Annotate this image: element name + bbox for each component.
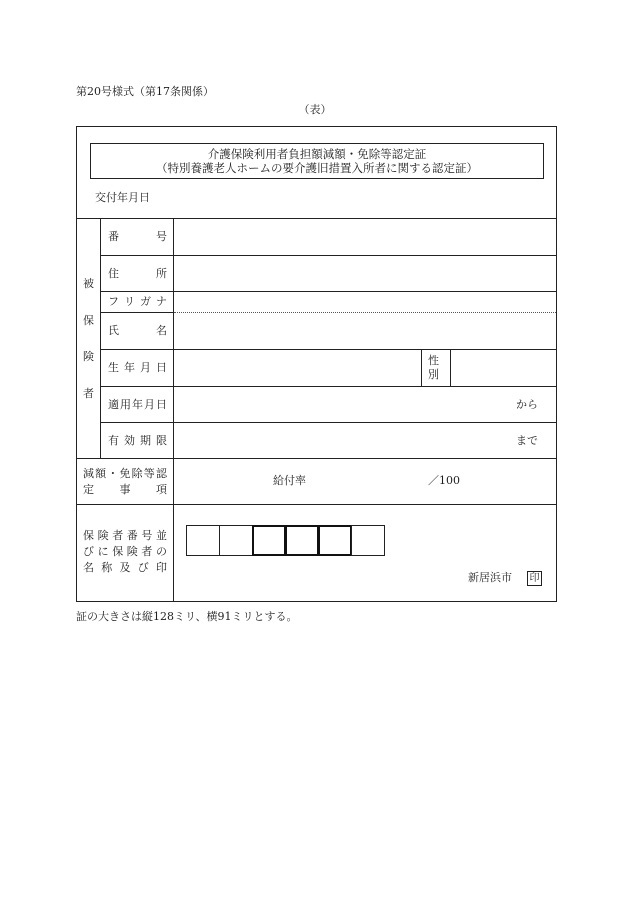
seal-mark: 印 xyxy=(527,571,542,586)
reduction-section xyxy=(77,458,556,504)
label-char: ・ xyxy=(107,466,119,480)
label-char: 者 xyxy=(112,529,124,542)
label-char: フ xyxy=(108,295,119,308)
label-char: 減 xyxy=(83,466,94,480)
name-label xyxy=(108,324,167,338)
number-label xyxy=(108,230,167,244)
insurer-number-box xyxy=(351,525,385,556)
label-char: 除 xyxy=(131,466,143,480)
insured-section-label xyxy=(83,277,94,401)
name-value xyxy=(174,312,556,349)
label-char: 適 xyxy=(108,397,119,411)
applied-date-suffix: から xyxy=(516,397,538,411)
label-char: 日 xyxy=(156,397,167,411)
address-value xyxy=(174,256,556,291)
label-char: 所 xyxy=(156,266,167,280)
applied-date-label-cell xyxy=(101,387,174,422)
label-char: 氏 xyxy=(108,324,119,337)
number-value xyxy=(174,219,556,255)
label-char: 認 xyxy=(155,466,167,480)
label-char: 用 xyxy=(120,397,131,411)
valid-period-label-cell xyxy=(101,423,174,459)
reduction-label-line xyxy=(83,482,167,498)
label-char: 称 xyxy=(101,561,113,574)
label-char: 被 xyxy=(83,277,94,290)
insured-column xyxy=(77,219,101,459)
benefit-rate-denominator: ／100 xyxy=(428,474,460,487)
insurer-label-line xyxy=(83,544,167,560)
certificate-frame xyxy=(76,126,557,602)
label-char: 期 xyxy=(140,434,151,447)
applied-date-label xyxy=(108,398,167,412)
issue-date-label: 交付年月日 xyxy=(95,191,150,204)
label-char: 年 xyxy=(124,361,135,374)
label-char: ガ xyxy=(140,295,151,308)
label-char: 免 xyxy=(119,466,131,480)
insurer-section xyxy=(77,504,556,601)
form-number: 第20号様式（第17条関係） xyxy=(76,85,214,98)
label-char: ナ xyxy=(156,295,167,308)
row-name xyxy=(101,312,556,349)
sex-label xyxy=(422,354,450,380)
label-char: 住 xyxy=(108,266,119,280)
label-char: 定 xyxy=(83,482,94,496)
valid-period-value xyxy=(174,423,556,459)
label-char: 険 xyxy=(97,529,109,542)
size-note: 証の大きさは縦128ミリ、横91ミリとする。 xyxy=(76,610,298,623)
label-char: 項 xyxy=(156,482,167,496)
insurer-number-box xyxy=(186,525,220,556)
label-char: 効 xyxy=(124,434,135,447)
label-char: 名 xyxy=(83,561,94,574)
label-char: の xyxy=(155,545,167,558)
insurer-number-box xyxy=(252,525,286,556)
reduction-label-cell xyxy=(77,459,174,504)
label-char: 号 xyxy=(156,230,167,243)
label-char: 生 xyxy=(108,361,119,374)
label-char: 者 xyxy=(141,545,153,558)
label-char: 月 xyxy=(140,361,151,374)
label-char: び xyxy=(137,561,149,574)
row-furigana xyxy=(101,291,556,312)
insurer-number-box xyxy=(219,525,253,556)
row-address xyxy=(101,255,556,291)
birth-date-value xyxy=(174,350,556,386)
label-char: 番 xyxy=(108,230,119,243)
number-label-cell xyxy=(101,219,174,255)
label-char: 番 xyxy=(126,529,138,542)
label-char: 険 xyxy=(126,545,138,558)
address-label xyxy=(108,267,167,281)
label-char: 者 xyxy=(83,386,94,400)
insurer-number-box xyxy=(318,525,352,556)
label-char: び xyxy=(83,545,94,558)
label-char: 名 xyxy=(156,324,167,337)
label-char: 等 xyxy=(143,466,155,480)
label-char: 月 xyxy=(144,397,155,411)
certificate-subtitle: （特別養護老人ホームの要介護旧措置入所者に関する認定証） xyxy=(156,161,478,175)
label-char: 及 xyxy=(119,561,131,574)
label-char: 有 xyxy=(108,434,119,447)
insurer-number-box xyxy=(285,525,319,556)
label-char: に xyxy=(97,545,109,558)
label-char: 号 xyxy=(141,529,153,542)
label-char: 並 xyxy=(155,529,167,542)
insurer-label-line xyxy=(83,560,167,576)
label-char: 日 xyxy=(156,361,167,374)
row-valid-period xyxy=(101,422,556,459)
label-char: 保 xyxy=(83,313,94,327)
applied-date-value xyxy=(174,387,556,422)
label-char: 額 xyxy=(95,466,107,480)
address-label-cell xyxy=(101,256,174,291)
furigana-value xyxy=(174,292,556,312)
reduction-label-line xyxy=(83,466,167,482)
insurer-label-line xyxy=(83,528,167,544)
label-char: 険 xyxy=(83,350,94,364)
furigana-label xyxy=(108,295,167,309)
row-applied-date xyxy=(101,386,556,422)
label-char: 事 xyxy=(119,482,131,496)
birth-date-label-cell xyxy=(101,350,174,386)
label-char: リ xyxy=(124,295,135,308)
insurer-name: 新居浜市 xyxy=(468,571,512,584)
benefit-rate-label: 給付率 xyxy=(273,474,306,487)
label-char: 別 xyxy=(428,368,439,381)
label-char: 年 xyxy=(132,397,143,411)
birth-date-label xyxy=(108,361,167,375)
sex-label-cell xyxy=(421,350,451,386)
insured-section xyxy=(77,218,556,459)
row-number xyxy=(101,219,556,255)
name-label-cell xyxy=(101,312,174,349)
label-char: 印 xyxy=(156,561,167,574)
label-char: 保 xyxy=(112,545,124,558)
insurer-label-cell xyxy=(77,505,174,601)
label-char: 性 xyxy=(428,354,439,367)
valid-period-suffix: まで xyxy=(516,434,538,447)
row-birth-date xyxy=(101,349,556,386)
side-label: （表） xyxy=(298,103,332,116)
furigana-label-cell xyxy=(101,292,174,312)
certificate-title: 介護保険利用者負担額減額・免除等認定証 xyxy=(207,147,427,161)
label-char: 保 xyxy=(83,529,94,542)
valid-period-label xyxy=(108,434,167,448)
certificate-title-box xyxy=(90,143,544,179)
label-char: 限 xyxy=(156,434,167,447)
